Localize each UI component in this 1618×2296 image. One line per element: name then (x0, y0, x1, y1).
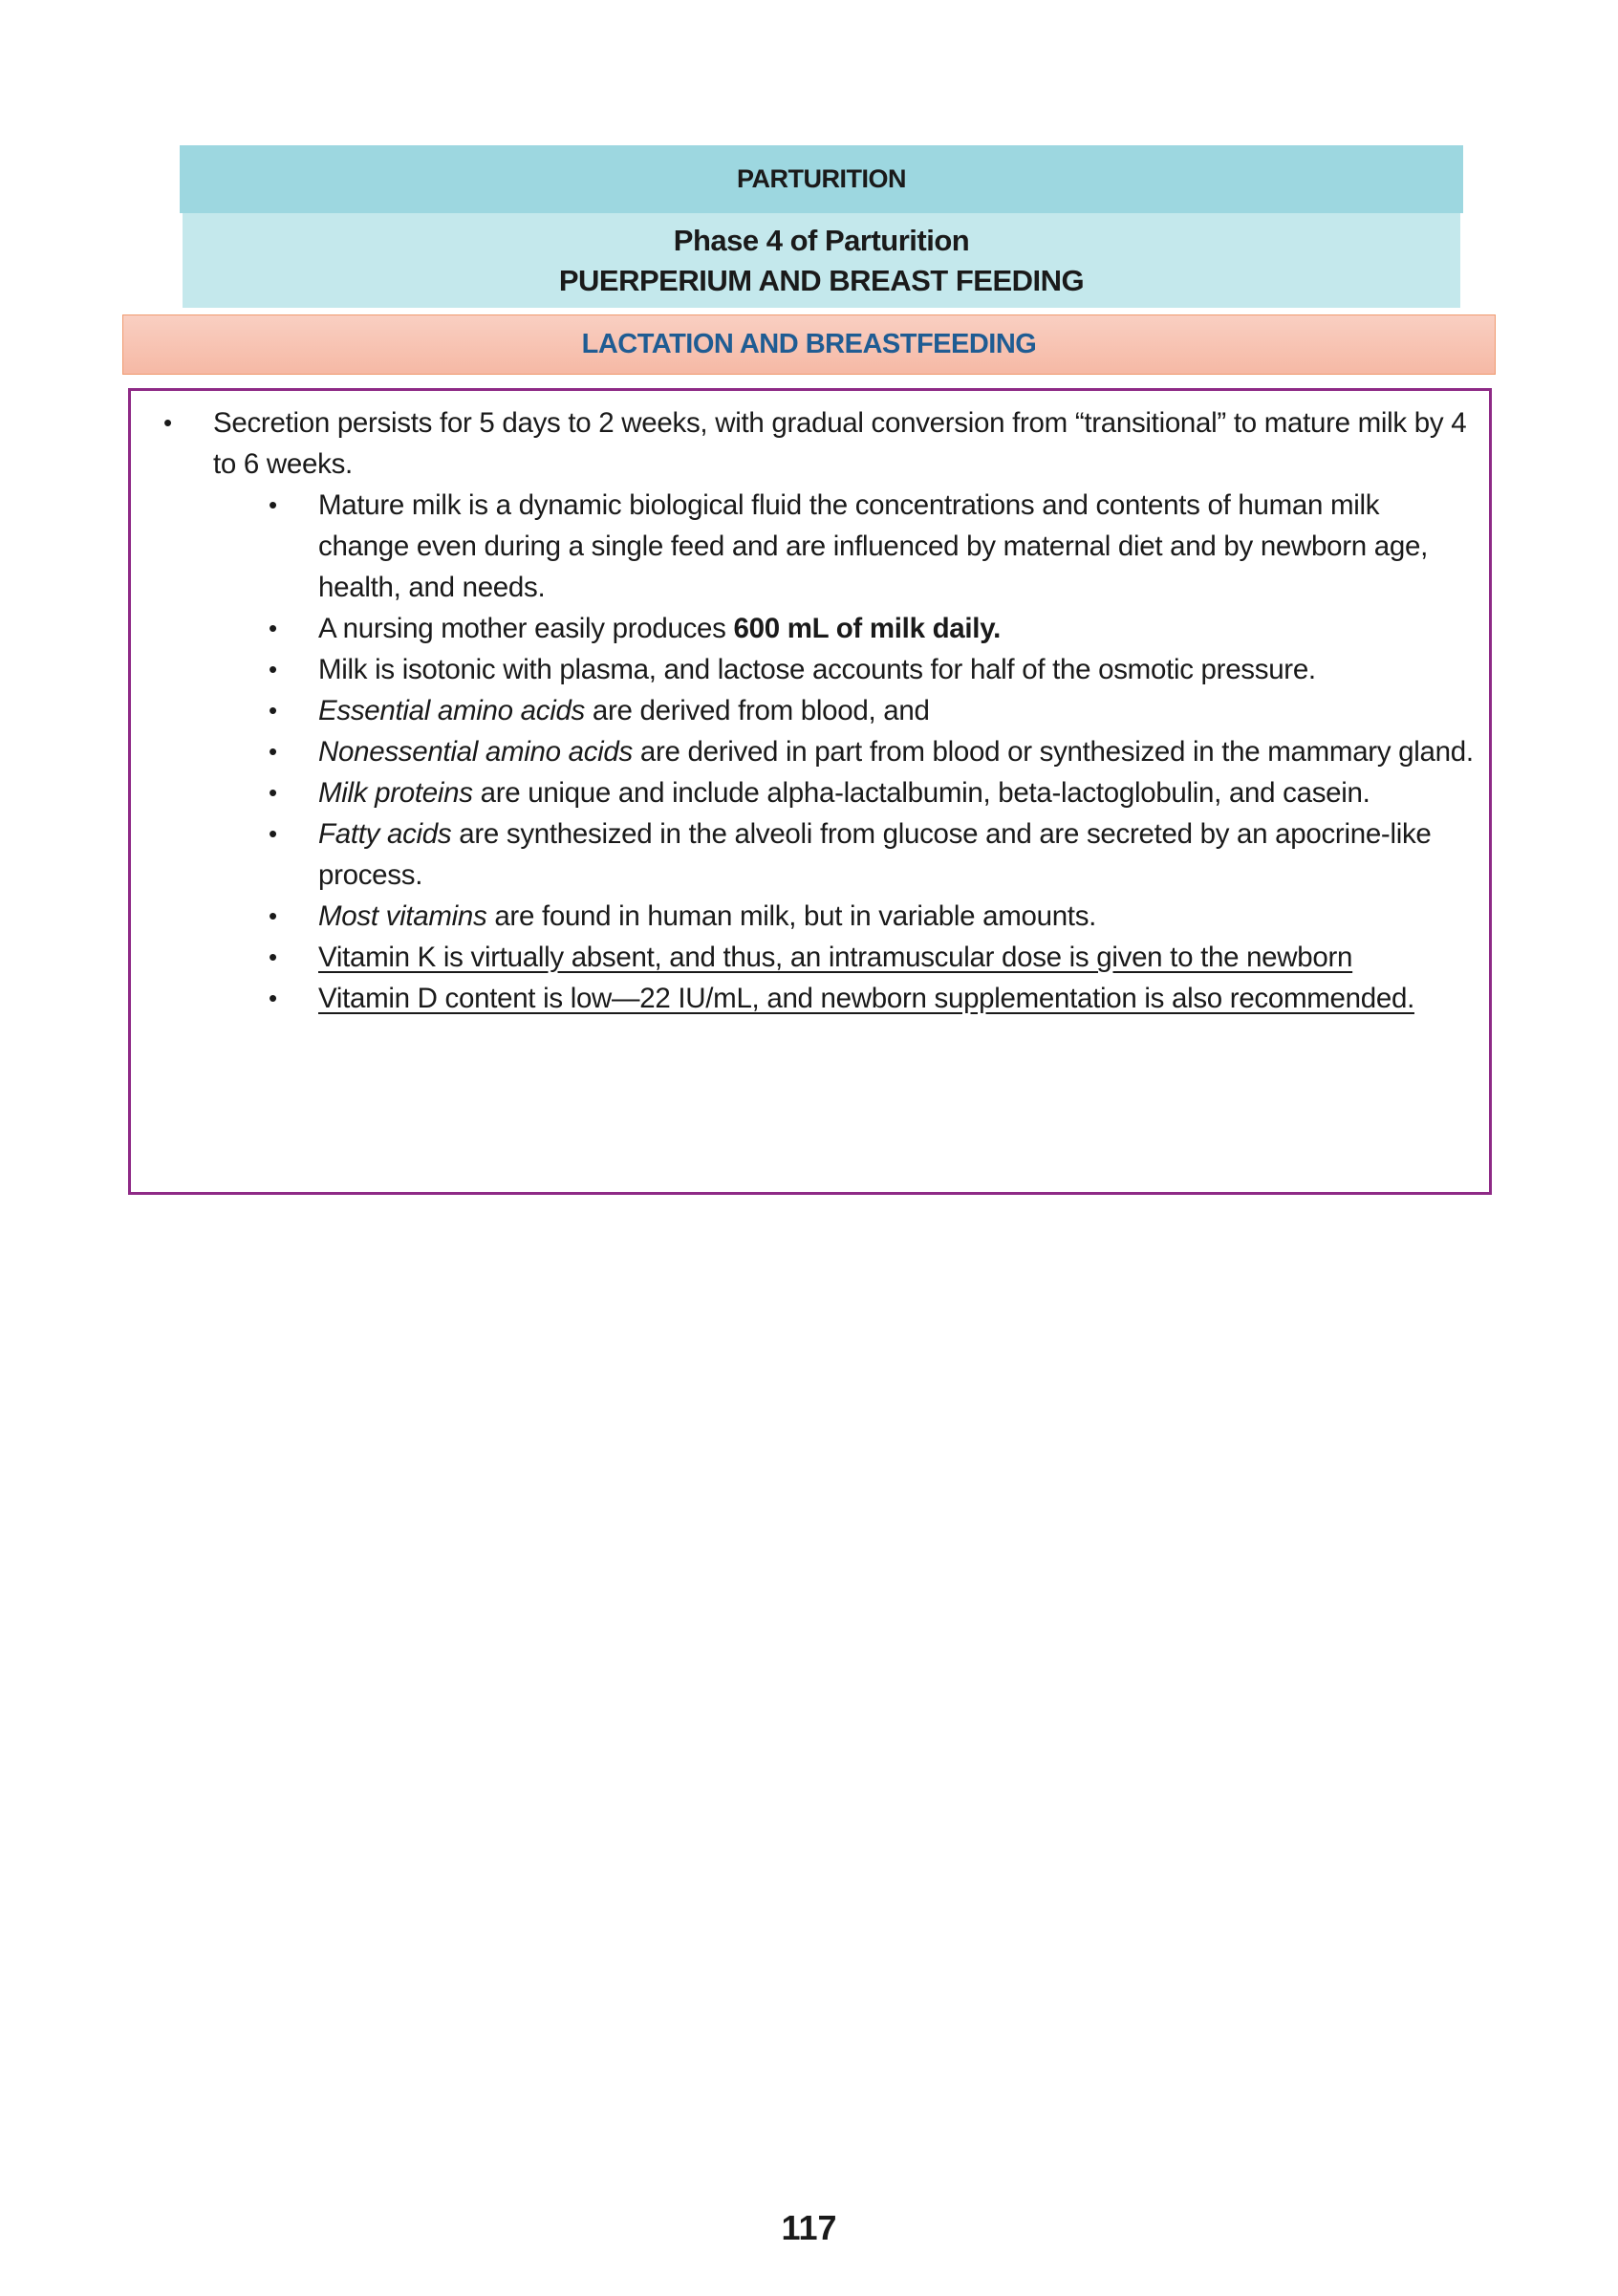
bullet-icon: • (269, 490, 277, 519)
phase-subtitle: PUERPERIUM AND BREAST FEEDING (558, 263, 1085, 297)
bullet-icon: • (269, 901, 277, 930)
list-item: • Vitamin D content is low—22 IU/mL, and newborn supplementation is also recommended. (156, 978, 1475, 1019)
bullet-icon: • (269, 696, 277, 725)
content-box (128, 388, 1492, 1195)
phase-header (183, 213, 1460, 308)
bullet-icon: • (269, 819, 277, 848)
bullet-icon: • (269, 984, 277, 1012)
page-number: 117 (781, 2208, 837, 2247)
topic-title: LACTATION AND BREASTFEEDING (581, 329, 1037, 359)
list-item: • Secretion persists for 5 days to 2 weeks, with gradual conversion from “transitional” to mature milk by 4 to 6 weeks. (156, 402, 1475, 485)
list-item: • Vitamin K is virtually absent, and thus, an intramuscular dose is given to the newborn (156, 937, 1475, 978)
bullet-icon: • (269, 737, 277, 766)
list-item: • A nursing mother easily produces 600 mL of milk daily. (156, 608, 1475, 649)
bullet-icon: • (163, 408, 172, 437)
list-item: • Milk proteins are unique and include alpha-lactalbumin, beta-lactoglobulin, and casein. (156, 772, 1475, 813)
topic-header (122, 314, 1496, 375)
list-item: • Essential amino acids are derived from blood, and (156, 690, 1475, 731)
phase-title: Phase 4 of Parturition (673, 223, 970, 257)
section-title: PARTURITION (737, 164, 906, 193)
list-item: • Most vitamins are found in human milk, but in variable amounts. (156, 896, 1475, 937)
bullet-icon: • (269, 655, 277, 683)
bullet-icon: • (269, 778, 277, 807)
bullet-icon: • (269, 614, 277, 642)
list-item: • Milk is isotonic with plasma, and lactose accounts for half of the osmotic pressure. (156, 649, 1475, 690)
bullet-icon: • (269, 942, 277, 971)
list-item: • Mature milk is a dynamic biological fluid the concentrations and contents of human milk change even during a single feed and are influenced by maternal diet and by newborn age, health, and needs. (156, 485, 1475, 608)
section-header (180, 145, 1463, 213)
list-item: • Fatty acids are synthesized in the alveoli from glucose and are secreted by an apocrine-like process. (156, 813, 1475, 896)
list-item: • Nonessential amino acids are derived in part from blood or synthesized in the mammary gland. (156, 731, 1475, 772)
bullet-list (156, 402, 1475, 1019)
